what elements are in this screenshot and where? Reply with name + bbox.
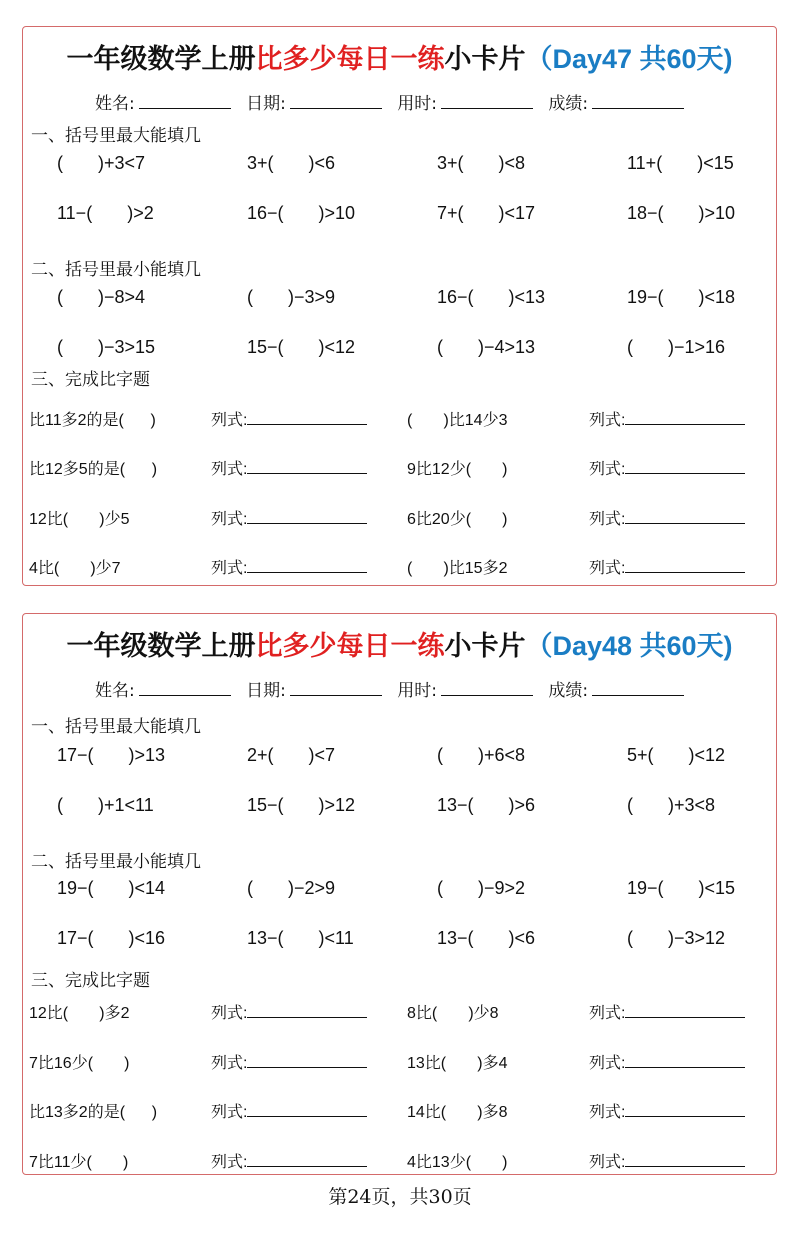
equation-label: 列式: [211,555,367,578]
equation-label: 列式: [589,1000,745,1023]
score-field[interactable] [592,681,684,696]
problem-row [23,337,776,361]
problem: 17−( )<16 [57,928,166,948]
problem: 3+( )<8 [437,153,526,173]
problem: 13−( )>6 [437,795,536,815]
section-title-min: 二、括号里最小能填几 [31,260,201,280]
problem: 15−( )>12 [247,795,356,815]
word-problem: 6比20少( ) [407,511,508,528]
equation-label: 列式: [211,1099,367,1122]
equation-label: 列式: [211,1050,367,1073]
problem: ( )−3>15 [57,337,156,357]
equation-label: 列式: [589,555,745,578]
equation-blank[interactable] [247,1055,367,1068]
equation-blank[interactable] [247,412,367,425]
problem: ( )−2>9 [247,878,336,898]
word-row [23,506,776,530]
equation-blank[interactable] [247,560,367,573]
page-footer: 第24页，共30页 [328,1186,472,1208]
time-field[interactable] [441,94,533,109]
word-row [23,555,776,579]
word-problem: 比13多2的是( ) [29,1104,158,1121]
word-problem: 9比12少( ) [407,461,508,478]
problem: 16−( )<13 [437,287,546,307]
equation-blank[interactable] [625,412,745,425]
word-row [23,456,776,480]
section-title-word: 三、完成比字题 [31,971,150,991]
problem: 18−( )>10 [627,203,736,223]
date-field[interactable] [290,681,382,696]
title-day: （Day48 共60天) [525,631,733,661]
practice-card-day48 [22,613,777,1175]
title-topic: 比多少每日一练 [255,631,445,662]
equation-label: 列式: [589,1050,745,1073]
equation-blank[interactable] [625,1104,745,1117]
score-label: 成绩: [548,681,589,701]
name-label: 姓名: [95,681,135,701]
problem: 15−( )<12 [247,337,356,357]
word-problem: ( )比15多2 [407,560,508,577]
problem: ( )+1<11 [57,795,154,815]
time-label: 用时: [397,681,438,701]
problem: 3+( )<6 [247,153,336,173]
time-field[interactable] [441,681,533,696]
score-field[interactable] [592,94,684,109]
word-row [23,1050,776,1074]
problem: ( )−3>9 [247,287,336,307]
word-problem: 4比13少( ) [407,1154,508,1171]
equation-blank[interactable] [625,461,745,474]
problem-row [23,928,776,952]
equation-blank[interactable] [625,511,745,524]
problem: ( )−4>13 [437,337,536,357]
word-problem: 13比( )多4 [407,1055,508,1072]
problem: 5+( )<12 [627,745,726,765]
section-title-max: 一、括号里最大能填几 [31,717,201,737]
section-title-min: 二、括号里最小能填几 [31,852,201,872]
word-problem: 12比( )少5 [29,511,130,528]
problem: ( )−3>12 [627,928,726,948]
problem: ( )−9>2 [437,878,526,898]
equation-label: 列式: [589,506,745,529]
equation-label: 列式: [211,456,367,479]
word-row [23,1000,776,1024]
section-title-word: 三、完成比字题 [31,370,150,390]
name-label: 姓名: [95,94,135,114]
equation-blank[interactable] [247,511,367,524]
word-problem: ( )比14少3 [407,412,508,429]
problem: ( )−8>4 [57,287,146,307]
title-prefix: 一年级数学上册 [66,631,256,662]
problem: 11−( )>2 [57,203,154,223]
equation-blank[interactable] [625,1005,745,1018]
equation-label: 列式: [211,1149,367,1172]
word-problem: 14比( )多8 [407,1104,508,1121]
title-suffix: 小卡片 [444,44,526,75]
problem-row [23,153,776,177]
card-title [23,624,776,663]
equation-blank[interactable] [247,1104,367,1117]
problem: ( )−1>16 [627,337,726,357]
word-problem: 比11多2的是( ) [29,412,156,429]
equation-blank[interactable] [247,1005,367,1018]
problem-row [23,878,776,902]
problem: 7+( )<17 [437,203,536,223]
word-row [23,1149,776,1173]
word-problem: 12比( )多2 [29,1005,130,1022]
problem-row [23,287,776,311]
title-prefix: 一年级数学上册 [66,44,256,75]
equation-blank[interactable] [625,560,745,573]
problem: 2+( )<7 [247,745,336,765]
word-row [23,407,776,431]
word-problem: 7比11少( ) [29,1154,129,1171]
title-suffix: 小卡片 [444,631,526,662]
name-field[interactable] [139,681,231,696]
problem: 13−( )<11 [247,928,354,948]
equation-label: 列式: [589,1099,745,1122]
equation-blank[interactable] [247,461,367,474]
section-title-max: 一、括号里最大能填几 [31,126,201,146]
equation-label: 列式: [589,456,745,479]
problem: 11+( )<15 [627,153,734,173]
title-topic: 比多少每日一练 [255,44,445,75]
equation-label: 列式: [211,506,367,529]
equation-label: 列式: [589,1149,745,1172]
problem: 13−( )<6 [437,928,536,948]
score-label: 成绩: [548,94,589,114]
problem: 19−( )<15 [627,878,736,898]
word-problem: 比12多5的是( ) [29,461,158,478]
date-label: 日期: [246,681,286,701]
problem: 19−( )<18 [627,287,736,307]
equation-blank[interactable] [625,1154,745,1167]
problem: ( )+3<8 [627,795,716,815]
equation-blank[interactable] [247,1154,367,1167]
problem: 19−( )<14 [57,878,166,898]
word-row [23,1099,776,1123]
practice-card-day47 [22,26,777,586]
word-problem: 8比( )少8 [407,1005,499,1022]
date-field[interactable] [290,94,382,109]
word-problem: 7比16少( ) [29,1055,130,1072]
equation-label: 列式: [211,407,367,430]
student-info-line [95,89,694,114]
problem-row [23,795,776,819]
word-problem: 4比( )少7 [29,560,121,577]
equation-label: 列式: [211,1000,367,1023]
equation-blank[interactable] [625,1055,745,1068]
card-title [23,37,776,76]
name-field[interactable] [139,94,231,109]
problem-row [23,203,776,227]
equation-label: 列式: [589,407,745,430]
student-info-line [95,676,694,701]
problem: 16−( )>10 [247,203,356,223]
time-label: 用时: [397,94,438,114]
problem: 17−( )>13 [57,745,166,765]
problem-row [23,745,776,769]
problem: ( )+3<7 [57,153,146,173]
problem: ( )+6<8 [437,745,526,765]
date-label: 日期: [246,94,286,114]
title-day: （Day47 共60天) [525,44,733,74]
